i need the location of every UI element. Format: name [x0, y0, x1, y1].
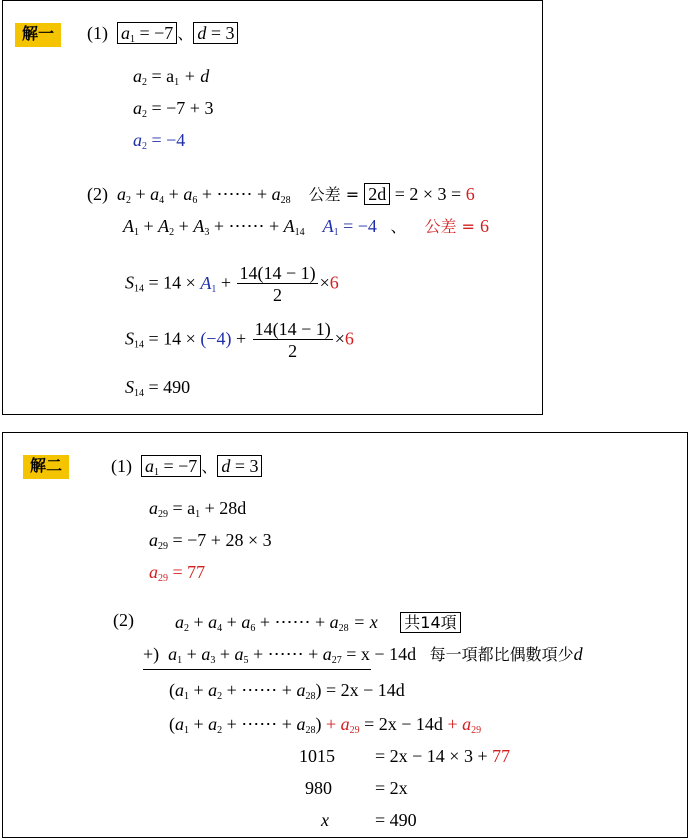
sol2-1015-rhs: = 2x − 14 × 3 + 77: [375, 746, 511, 766]
sol2-line-a29-formula: $a_{29} = a_1 + 28d$: [149, 498, 247, 520]
d-given-box: d = 3: [193, 22, 238, 44]
solution-one-tag: 解一: [15, 23, 61, 47]
solution-two-tag: 解二: [23, 455, 69, 479]
sol2-980-rhs: = 2x: [375, 778, 408, 798]
sol2-line-a29-result: $a_{29} = 77$: [149, 562, 206, 584]
term-count-box: 共14項: [400, 612, 460, 633]
sol1-part1-header: (1) $a_1 = -7$ 、 d = 3: [87, 22, 238, 51]
sol2-total-sum: ($a_1 + a_2$ + ⋯⋯ + $a_{28}) = 2x - 14d$: [169, 680, 405, 702]
d-given-box: d = 3: [217, 455, 262, 477]
sol1-s14-result: $S_{14} = 490$: [125, 377, 191, 399]
sol2-1015: 1015: [299, 746, 335, 766]
sol1-part2-even-terms: (2) $a_2 + a_4 + a_6$ + ⋯⋯ + $a_{28}$ 公差 = 2d = 2 × 3 = 6: [87, 184, 475, 206]
sol1-s14-subst: $S_{14} = 14 \times (-4)$ + $\frac{14(14 - 1)}{2}$ ×6: [125, 319, 354, 361]
a1-given-box: $a_1 = -7$: [141, 455, 201, 477]
sol1-s14-formula: $S_{14} = 14 \times A_1$ + $\frac{14(14 - 1)}{2}$ ×6: [125, 263, 339, 305]
fraction: $\frac{14(14 - 1)}{2}$: [239, 263, 316, 305]
sol1-part2-new-seq: $A_1 + A_2 + A_3$ + ⋯⋯ + $A_{14}$ $A_1 = -4$ 、 公差 = 6: [123, 216, 490, 238]
addition-rule: [143, 669, 371, 670]
two-d-box: 2d: [364, 183, 390, 205]
sol2-line-a29-subst: $a_{29} = -7 + 28 \times 3$: [149, 530, 272, 552]
sol1-line-a2-subst: $a_2 = -7 + 3$: [133, 98, 214, 120]
sol2-even-sum: $a_2 + a_4 + a_6$ + ⋯⋯ + $a_{28} = x$ 共14項: [175, 611, 461, 640]
sol2-odd-sum: +) $a_1 + a_3 + a_5$ + ⋯⋯ + $a_{27} = x - 14d$ 每一項都比偶數項少d: [143, 644, 583, 666]
solution-one-panel: [2, 0, 543, 415]
sol2-980: 980: [305, 778, 332, 798]
fraction: $\frac{14(14 - 1)}{2}$: [254, 319, 331, 361]
sol2-part1-header: (1) $a_1 = -7$ 、 d = 3: [111, 455, 262, 484]
sol1-line-a2-formula: $a_2 = a_1 + d$: [133, 66, 210, 88]
sol1-line-a2-result: $a_2 = -4$: [133, 130, 186, 152]
a1-given-box: $a_1 = -7$: [117, 22, 177, 44]
solution-two-panel: [2, 432, 688, 838]
sol2-x-rhs: = 490: [375, 810, 417, 830]
sol2-total-plus-a29: ($a_1 + a_2$ + ⋯⋯ + $a_{28}) + a_{29} = 2x - 14d + a_{29}$: [169, 714, 482, 736]
sol2-x: x: [321, 810, 329, 830]
sol2-part2-label: (2): [113, 610, 134, 630]
